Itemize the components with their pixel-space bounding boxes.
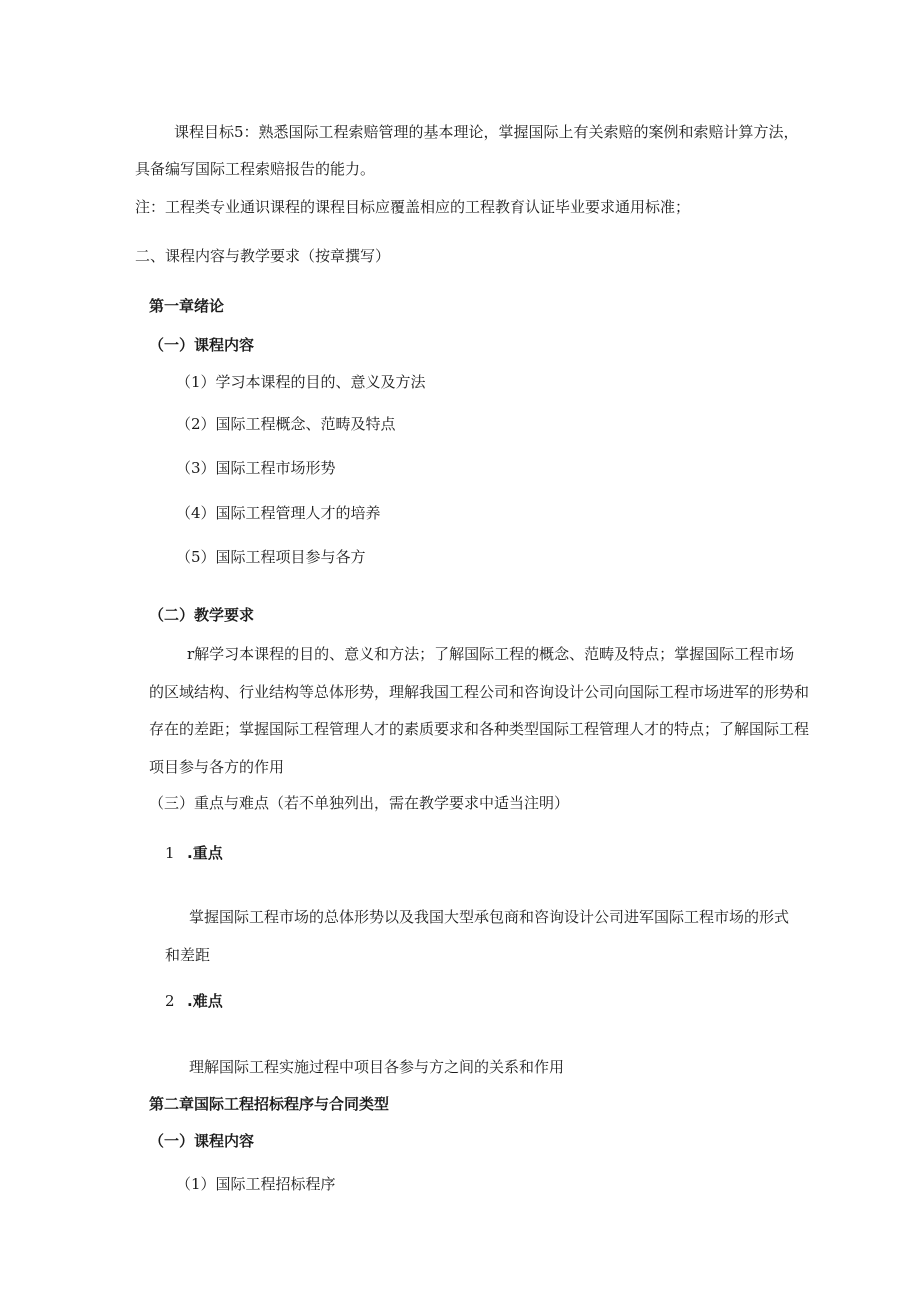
chapter1-item-5: （5）国际工程项目参与各方 xyxy=(176,548,366,566)
difficult-point-text: 理解国际工程实施过程中项目各参与方之间的关系和作用 xyxy=(189,1058,565,1076)
chapter2-title: 第二章国际工程招标程序与合同类型 xyxy=(149,1095,390,1113)
note-text: 注：工程类专业通识课程的课程目标应覆盖相应的工程教育认证毕业要求通用标准； xyxy=(135,198,691,216)
key-point-heading xyxy=(165,843,223,863)
chapter1-item-2: （2）国际工程概念、范畴及特点 xyxy=(176,415,396,433)
key-point-line-1: 掌握国际工程市场的总体形势以及我国大型承包商和咨询设计公司进军国际工程市场的形式 xyxy=(189,908,790,926)
chapter1-req-line-3: 存在的差距；掌握国际工程管理人才的素质要求和各种类型国际工程管理人才的特点；了解国际工程 xyxy=(149,720,810,738)
chapter1-item-4: （4）国际工程管理人才的培养 xyxy=(176,504,381,522)
chapter1-req-line-4: 项目参与各方的作用 xyxy=(149,758,285,776)
chapter1-req-heading: （二）教学要求 xyxy=(149,606,255,624)
key-point-label: .重点 xyxy=(187,844,223,862)
difficult-point-number: 2 xyxy=(165,992,175,1010)
chapter1-item-1: （1）学习本课程的目的、意义及方法 xyxy=(176,373,426,391)
key-point-line-2: 和差距 xyxy=(165,946,211,964)
chapter1-item-3: （3）国际工程市场形势 xyxy=(176,459,336,477)
key-point-number: 1 xyxy=(165,844,175,862)
section2-title: 二、课程内容与教学要求（按章撰写） xyxy=(135,247,391,265)
chapter1-req-line-2: 的区域结构、行业结构等总体形势，理解我国工程公司和咨询设计公司向国际工程市场进军的形势和 xyxy=(149,683,810,701)
chapter1-key-heading: （三）重点与难点（若不单独列出，需在教学要求中适当注明） xyxy=(149,794,570,812)
goal5-line2: 具备编写国际工程索赔报告的能力。 xyxy=(135,160,376,178)
difficult-point-label: .难点 xyxy=(187,992,223,1010)
chapter1-content-heading: （一）课程内容 xyxy=(149,336,255,354)
goal5-line1: 课程目标5：熟悉国际工程索赔管理的基本理论，掌握国际上有关索赔的案例和索赔计算方法， xyxy=(174,123,799,141)
chapter1-req-line-1: r解学习本课程的目的、意义和方法；了解国际工程的概念、范畴及特点；掌握国际工程市场 xyxy=(187,645,795,663)
chapter1-title: 第一章绪论 xyxy=(149,297,225,315)
difficult-point-heading xyxy=(165,991,223,1011)
chapter2-content-heading: （一）课程内容 xyxy=(149,1132,255,1150)
chapter2-item-1: （1）国际工程招标程序 xyxy=(176,1175,336,1193)
